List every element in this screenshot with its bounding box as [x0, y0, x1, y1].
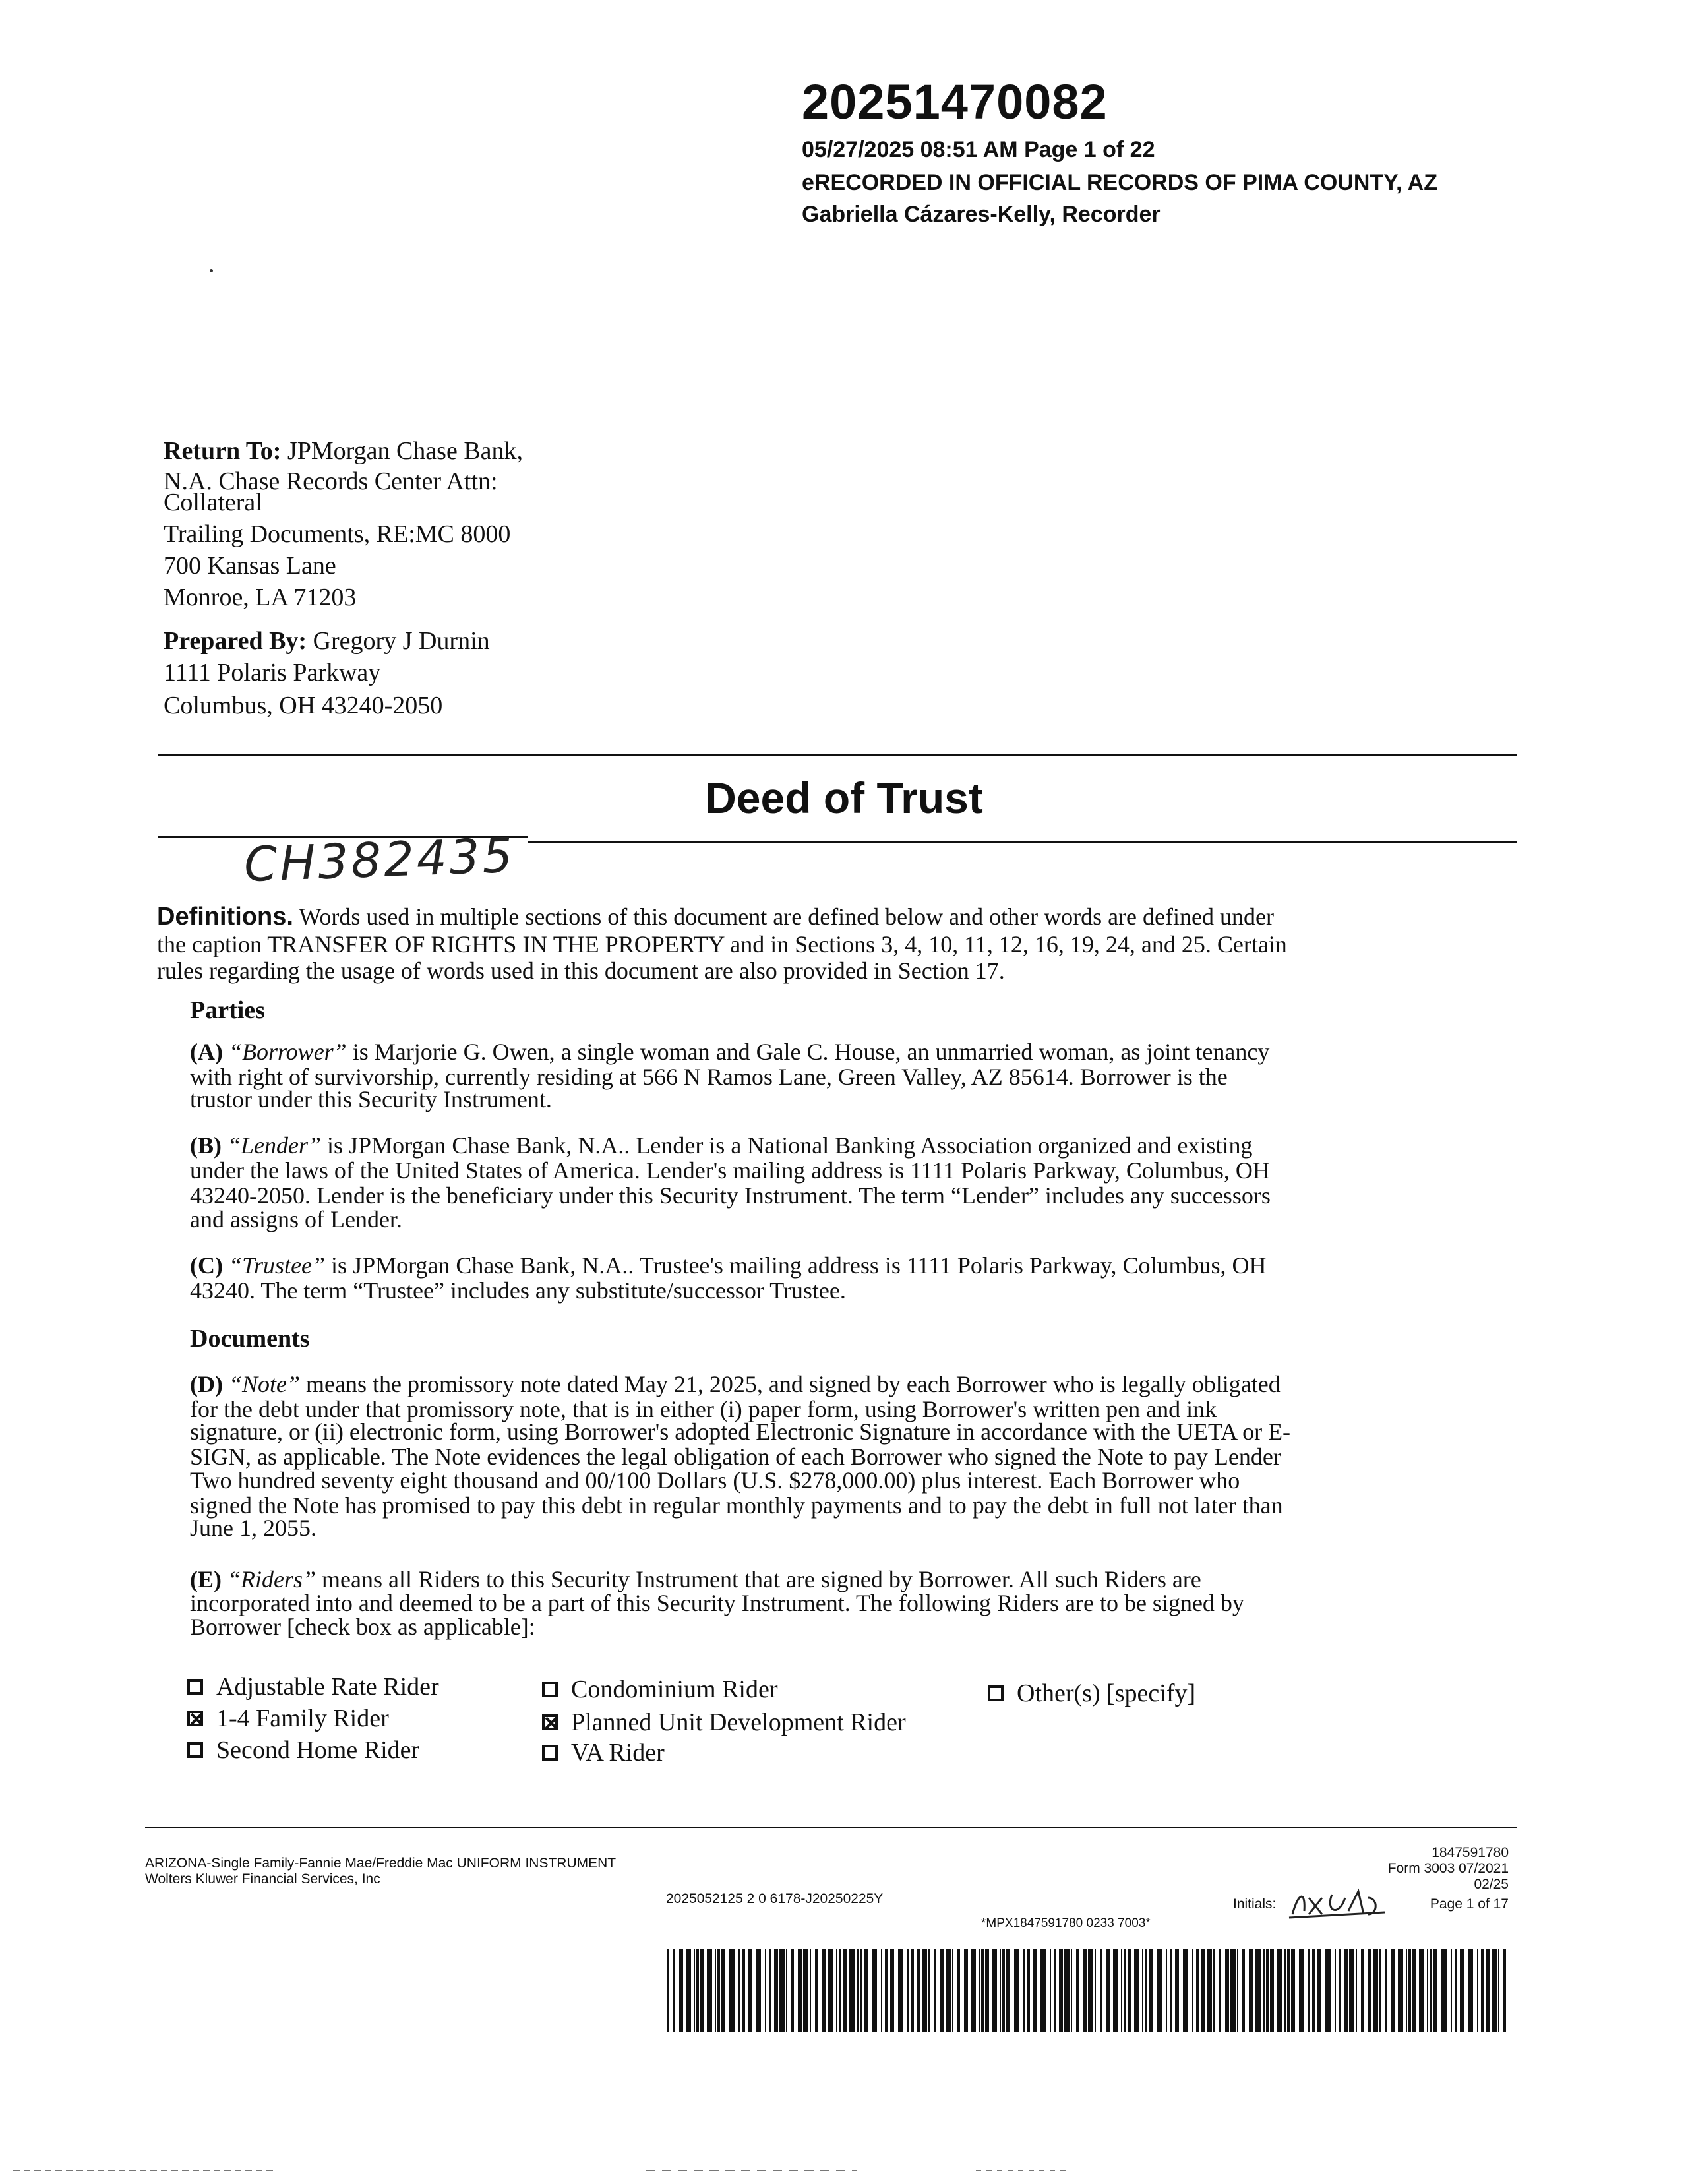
party-c-line-2: 43240. The term “Trustee” includes any substitute/successor Trustee. [190, 1277, 846, 1304]
party-b-line-1 [190, 1133, 1522, 1158]
footer-barcode-text: *MPX1847591780 0233 7003* [981, 1916, 1151, 1930]
return-to-value: JPMorgan Chase Bank, [287, 437, 524, 465]
doc-e-text-1: means all Riders to this Security Instrument that are signed by Borrower. All such Riders are [322, 1566, 1201, 1592]
definitions-line-1 [157, 903, 1528, 930]
prepared-by-line-2: 1111 Polaris Parkway [164, 659, 381, 686]
checkbox-1-4-family[interactable] [187, 1711, 203, 1726]
rider-second-home[interactable] [187, 1736, 419, 1765]
document-title: Deed of Trust [705, 774, 983, 822]
definitions-heading: Definitions. [157, 903, 293, 930]
doc-e-line-1 [190, 1567, 1522, 1592]
rider-second-home-label: Second Home Rider [216, 1736, 420, 1764]
footer-form-date: 02/25 [1474, 1877, 1509, 1892]
party-c-line-1 [190, 1253, 1522, 1278]
party-c-label: (C) [190, 1252, 223, 1279]
footer-initials-label: Initials: [1233, 1896, 1277, 1912]
checkbox-second-home[interactable] [187, 1742, 203, 1758]
handwritten-case-number: CH382435 [243, 827, 516, 893]
party-b-term: “Lender” [227, 1132, 322, 1159]
checkbox-condominium[interactable] [542, 1682, 558, 1697]
party-b-line-4: and assigns of Lender. [190, 1206, 402, 1232]
doc-e-line-3: Borrower [check box as applicable]: [190, 1614, 535, 1640]
checkbox-pud[interactable] [542, 1714, 558, 1730]
party-b-line-2: under the laws of the United States of America. Lender's mailing address is 1111 Polaris Parkway, Columbus, OH [190, 1157, 1270, 1184]
rider-1-4-family-label: 1-4 Family Rider [216, 1705, 389, 1732]
doc-d-line-4: SIGN, as applicable. The Note evidences the legal obligation of each Borrower who signed the Note to pay Lender [190, 1443, 1281, 1470]
title-bottom-rule-right [528, 841, 1517, 843]
checkbox-va[interactable] [542, 1745, 558, 1761]
initials-signature [1286, 1885, 1391, 1931]
prepared-by-label: Prepared By: [164, 627, 307, 655]
return-to-line-4: Trailing Documents, RE:MC 8000 [164, 520, 511, 548]
recording-number: 20251470082 [802, 75, 1108, 129]
documents-heading: Documents [190, 1325, 310, 1352]
party-c-term: “Trustee” [228, 1252, 326, 1279]
recording-date-line: 05/27/2025 08:51 AM Page 1 of 22 [802, 137, 1155, 162]
scan-dot-mark [210, 269, 213, 272]
party-b-text-1: is JPMorgan Chase Bank, N.A.. Lender is a National Banking Association organized and existing [327, 1132, 1253, 1159]
prepared-by-value: Gregory J Durnin [313, 627, 490, 655]
checkbox-adjustable-rate[interactable] [187, 1679, 203, 1695]
recording-office-line: eRECORDED IN OFFICIAL RECORDS OF PIMA COUNTY, AZ [802, 170, 1438, 195]
rider-1-4-family[interactable] [187, 1704, 389, 1733]
party-a-term: “Borrower” [228, 1039, 347, 1065]
party-a-line-2: with right of survivorship, currently residing at 566 N Ramos Lane, Green Valley, AZ 85614. Borrower is the [190, 1064, 1228, 1090]
initials-scribble-icon [1286, 1885, 1391, 1924]
rider-others[interactable] [988, 1679, 1195, 1708]
footer-page-label: Page 1 of 17 [1430, 1896, 1509, 1912]
recorder-line: Gabriella Cázares-Kelly, Recorder [802, 202, 1160, 227]
doc-d-text-1: means the promissory note dated May 21, 2025, and signed by each Borrower who is legally obligated [306, 1371, 1281, 1397]
rider-pud-label: Planned Unit Development Rider [571, 1709, 906, 1736]
doc-d-label: (D) [190, 1371, 223, 1397]
footer-loan-number: 1847591780 [1432, 1845, 1509, 1860]
party-a-line-1 [190, 1039, 1522, 1064]
party-a-text-1: is Marjorie G. Owen, a single woman and Gale C. House, an unmarried woman, as joint tenancy [352, 1039, 1270, 1065]
rider-condominium-label: Condominium Rider [571, 1676, 778, 1703]
checkbox-others[interactable] [988, 1685, 1004, 1701]
doc-d-line-6: signed the Note has promised to pay this debt in regular monthly payments and to pay the debt in full not later than [190, 1492, 1283, 1519]
definitions-text-1: Words used in multiple sections of this document are defined below and other words are defined under [299, 903, 1274, 930]
rider-condominium[interactable] [542, 1675, 778, 1704]
footer-publisher: Wolters Kluwer Financial Services, Inc [145, 1871, 380, 1887]
party-a-label: (A) [190, 1039, 223, 1065]
doc-d-line-2: for the debt under that promissory note, that is in either (i) paper form, using Borrower's written pen and ink [190, 1396, 1217, 1422]
rider-adjustable-rate-label: Adjustable Rate Rider [216, 1673, 439, 1701]
rider-pud[interactable] [542, 1708, 906, 1737]
title-top-rule [158, 754, 1517, 756]
return-to-line-5: 700 Kansas Lane [164, 552, 336, 580]
rider-va-label: VA Rider [571, 1739, 665, 1767]
party-b-label: (B) [190, 1132, 222, 1159]
scan-edge-marks [0, 2168, 1688, 2173]
footer-doc-code: 2025052125 2 0 6178-J20250225Y [666, 1891, 884, 1906]
doc-e-line-2: incorporated into and deemed to be a part of this Security Instrument. The following Riders are to be signed by [190, 1590, 1244, 1616]
return-to-line-6: Monroe, LA 71203 [164, 584, 357, 611]
doc-d-line-3: signature, or (ii) electronic form, using Borrower's adopted Electronic Signature in accordance with the UETA or E- [190, 1418, 1291, 1445]
doc-d-line-7: June 1, 2055. [190, 1515, 316, 1541]
party-a-line-3: trustor under this Security Instrument. [190, 1086, 552, 1112]
return-to-line-2: N.A. Chase Records Center Attn: [164, 468, 498, 495]
doc-e-term: “Riders” [227, 1566, 316, 1592]
prepared-by-line-3: Columbus, OH 43240-2050 [164, 692, 443, 719]
prepared-by-line-1 [164, 625, 490, 657]
return-to-line-3: Collateral [164, 489, 262, 516]
definitions-line-3: rules regarding the usage of words used in this document are also provided in Section 17. [157, 957, 1005, 984]
return-to-line-1 [164, 435, 523, 467]
footer-form-number: Form 3003 07/2021 [1387, 1861, 1509, 1876]
barcode-icon [666, 1949, 1509, 2032]
footer-rule [145, 1827, 1517, 1828]
rider-va[interactable] [542, 1738, 665, 1767]
rider-adjustable-rate[interactable] [187, 1672, 439, 1701]
doc-d-term: “Note” [228, 1371, 301, 1397]
party-b-line-3: 43240-2050. Lender is the beneficiary under this Security Instrument. The term “Lender” includes any successors [190, 1182, 1271, 1209]
doc-d-line-1 [190, 1372, 1522, 1397]
parties-heading: Parties [190, 996, 265, 1024]
doc-e-label: (E) [190, 1566, 222, 1592]
footer-form-name: ARIZONA-Single Family-Fannie Mae/Freddie Mac UNIFORM INSTRUMENT [145, 1856, 617, 1871]
definitions-line-2: the caption TRANSFER OF RIGHTS IN THE PROPERTY and in Sections 3, 4, 10, 11, 12, 16, 19, 24, and 25. Certain [157, 931, 1287, 957]
return-to-label: Return To: [164, 437, 282, 465]
rider-others-label: Other(s) [specify] [1017, 1680, 1196, 1707]
doc-d-line-5: Two hundred seventy eight thousand and 00/100 Dollars (U.S. $278,000.00) plus interest. Each Borrower who [190, 1467, 1240, 1494]
party-c-text-1: is JPMorgan Chase Bank, N.A.. Trustee's mailing address is 1111 Polaris Parkway, Columbus, OH [331, 1252, 1267, 1279]
